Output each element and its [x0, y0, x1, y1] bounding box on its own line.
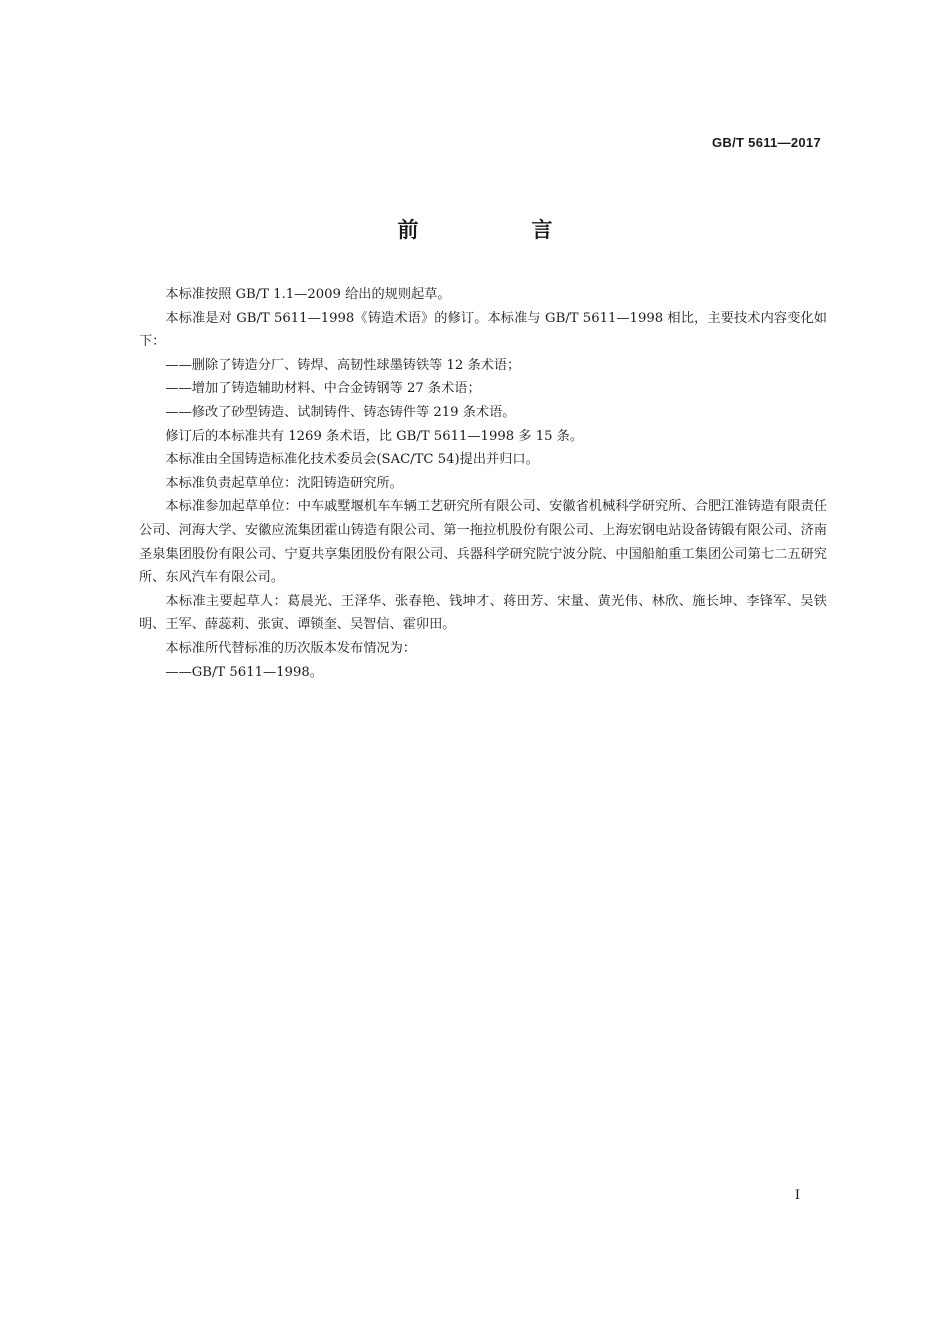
page-number: I [794, 1188, 800, 1203]
standard-code: GB/T 5611—2017 [712, 135, 821, 150]
list-item-previous-edition: ——GB/T 5611—1998。 [165, 664, 323, 680]
page-title: 前 言 [397, 218, 599, 242]
paragraph-previous-editions: 本标准所代替标准的历次版本发布情况为： [165, 640, 416, 656]
paragraph-revision-summary: 本标准是对 GB/T 5611—1998《铸造术语》的修订。本标准与 GB/T 5611—1998 相比，主要技术内容变化如下： [139, 310, 827, 350]
paragraph-participating-drafters: 本标准参加起草单位：中车戚墅堰机车车辆工艺研究所有限公司、安徽省机械科学研究所、合肥江淮铸造有限责任公司、河海大学、安徽应流集团霍山铸造有限公司、第一拖拉机股份有限公司、上海宏钢电站设备铸锻有限公司、济南圣泉集团股份有限公司、宁夏共享集团股份有限公司、兵器科学研究院宁波分院、中国船舶重工集团公司第七二五研究所、东风汽车有限公司。 [139, 499, 827, 586]
paragraph-lead-drafter: 本标准负责起草单位：沈阳铸造研究所。 [165, 475, 403, 491]
paragraph-term-count: 修订后的本标准共有 1269 条术语，比 GB/T 5611—1998 多 15 条。 [165, 428, 584, 444]
list-item-modified-terms: ——修改了砂型铸造、试制铸件、铸态铸件等 219 条术语。 [165, 404, 516, 420]
paragraph-main-authors: 本标准主要起草人：葛晨光、王泽华、张春艳、钱坤才、蒋田芳、宋量、黄光伟、林欣、施长坤、李锋军、吴铁明、王军、薛蕊莉、张寅、谭锁奎、吴智信、霍卯田。 [139, 593, 827, 633]
list-item-added-terms: ——增加了铸造辅助材料、中合金铸钢等 27 条术语； [165, 381, 481, 397]
list-item-deleted-terms: ——删除了铸造分厂、铸焊、高韧性球墨铸铁等 12 条术语； [165, 357, 521, 373]
foreword-body [139, 283, 827, 684]
paragraph-drafting-rules: 本标准按照 GB/T 1.1—2009 给出的规则起草。 [165, 287, 451, 302]
paragraph-proposer: 本标准由全国铸造标准化技术委员会(SAC/TC 54)提出并归口。 [165, 452, 539, 468]
